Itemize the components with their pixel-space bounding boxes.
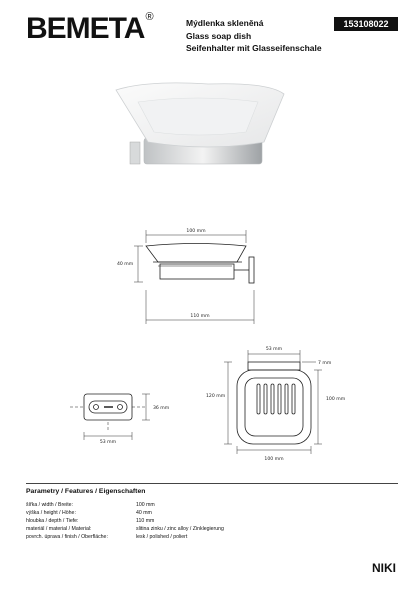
spec-key: výška / height / Höhe: <box>26 510 76 516</box>
series-name: NIKI <box>372 561 396 575</box>
product-title-en: Glass soap dish <box>186 30 252 41</box>
spec-value: 100 mm <box>136 502 155 508</box>
product-title-cz: Mýdlenka skleněná <box>186 18 264 28</box>
spec-key: povrch. úprava / finish / Oberfläche: <box>26 534 108 540</box>
width-dim-label: 100 mm <box>186 229 206 234</box>
wall-plate-drawing <box>70 394 146 432</box>
spec-value: 40 mm <box>136 510 152 516</box>
product-title-de: Seifenhalter mit Glasseifenschale <box>186 43 322 53</box>
spec-row-finish <box>26 533 356 542</box>
spec-value: 110 mm <box>136 518 155 524</box>
spec-value: lesk / polished / poliert <box>136 534 188 540</box>
top-width-label: 100 mm <box>264 457 284 462</box>
spec-value: slitina zinku / zinc alloy / Zinklegierung <box>136 526 224 532</box>
side-view-dims <box>134 230 254 324</box>
plate-height-label: 36 mm <box>153 406 170 411</box>
top-depth-label: 120 mm <box>206 394 226 399</box>
height-dim-label: 40 mm <box>117 262 134 267</box>
spec-key: šířka / width / Breite: <box>26 502 73 508</box>
product-code: 153108022 <box>334 17 398 31</box>
features-title: Parametry / Features / Eigenschaften <box>26 488 146 495</box>
top-offset-label: 7 mm <box>318 361 332 366</box>
features-divider <box>26 483 398 484</box>
spec-key: hloubka / depth / Tiefe: <box>26 518 79 524</box>
brand-logo: BEMETA® <box>26 11 153 45</box>
side-view-drawing <box>146 244 254 284</box>
plate-width-label: 53 mm <box>99 440 117 445</box>
depth-dim-label: 110 mm <box>190 314 210 319</box>
top-plate-label: 53 mm <box>265 347 283 352</box>
spec-key: materiál / material / Material: <box>26 526 92 532</box>
top-view-drawing <box>237 362 311 444</box>
top-height-label: 100 mm <box>326 397 346 402</box>
